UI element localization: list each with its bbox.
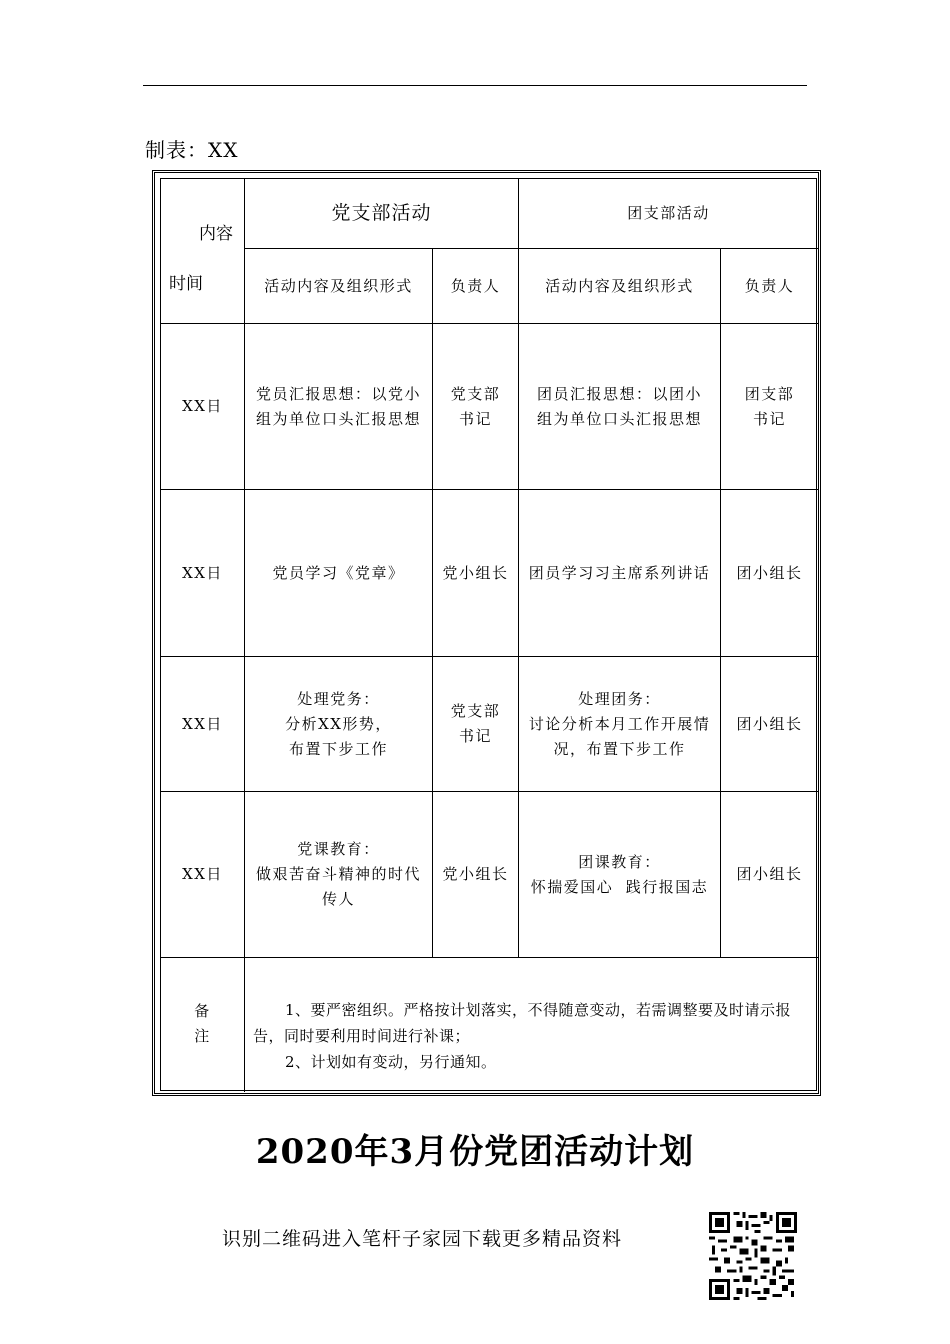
row-date: XX日 [182,397,223,415]
league-person-cell: 团小组长 [736,714,803,733]
party-person-cell: 党小组长 [442,563,509,582]
notes-text [253,997,803,1075]
party-activity-cell: 党课教育： 做艰苦奋斗精神的时代传人 [255,840,421,908]
header-rule [143,85,807,86]
party-activity-cell: 党员学习《党章》 [272,563,405,582]
party-activity-cell: 党员汇报思想：以党小组为单位口头汇报思想 [255,384,421,428]
league-person-cell: 团支部书记 [744,384,795,428]
row-date: XX日 [182,563,223,582]
corner-time-label: 时间 [169,274,203,294]
league-activity-cell: 团课教育： 怀揣爱国心 践行报国志 [530,852,709,896]
league-activity-cell: 团员汇报思想：以团小组为单位口头汇报思想 [536,384,702,428]
party-person-cell: 党支部书记 [450,384,501,428]
league-activity-cell: 处理团务： 讨论分析本月工作开展情况，布置下步工作 [528,689,711,758]
league-activity-col-header: 活动内容及组织形式 [545,276,694,295]
notes-label: 备 注 [194,1002,211,1045]
league-person-cell: 团小组长 [736,563,803,582]
party-activity-col-header: 活动内容及组织形式 [264,276,413,295]
party-person-col-header: 负责人 [450,276,501,295]
party-branch-header: 党支部活动 [331,202,432,224]
corner-content-label: 内容 [199,224,233,244]
party-activity-cell: 处理党务： 分析XX形势， 布置下步工作 [285,689,392,758]
row-date: XX日 [182,714,223,733]
party-person-cell: 党支部书记 [450,702,501,745]
footer-text: 识别二维码进入笔杆子家园下载更多精品资料 [222,1228,623,1250]
league-activity-cell: 团员学习习主席系列讲话 [528,563,711,582]
document-title: 2020年3月份党团活动计划 [255,1132,695,1172]
league-branch-header: 团支部活动 [627,204,710,222]
table-grid [160,178,817,1091]
qr-code-icon [709,1212,797,1300]
row-date: XX日 [182,865,223,883]
activity-table [152,170,821,1096]
league-person-cell: 团小组长 [736,865,803,883]
note-item: 1、要严密组织。严格按计划落实，不得随意变动，若需调整要及时请示报告，同时要利用时间进行补课； [253,1001,792,1045]
table-maker: 制表：XX [145,138,239,162]
league-person-col-header: 负责人 [744,276,795,295]
party-person-cell: 党小组长 [442,865,509,883]
note-item: 2、计划如有变动，另行通知。 [285,1053,497,1071]
